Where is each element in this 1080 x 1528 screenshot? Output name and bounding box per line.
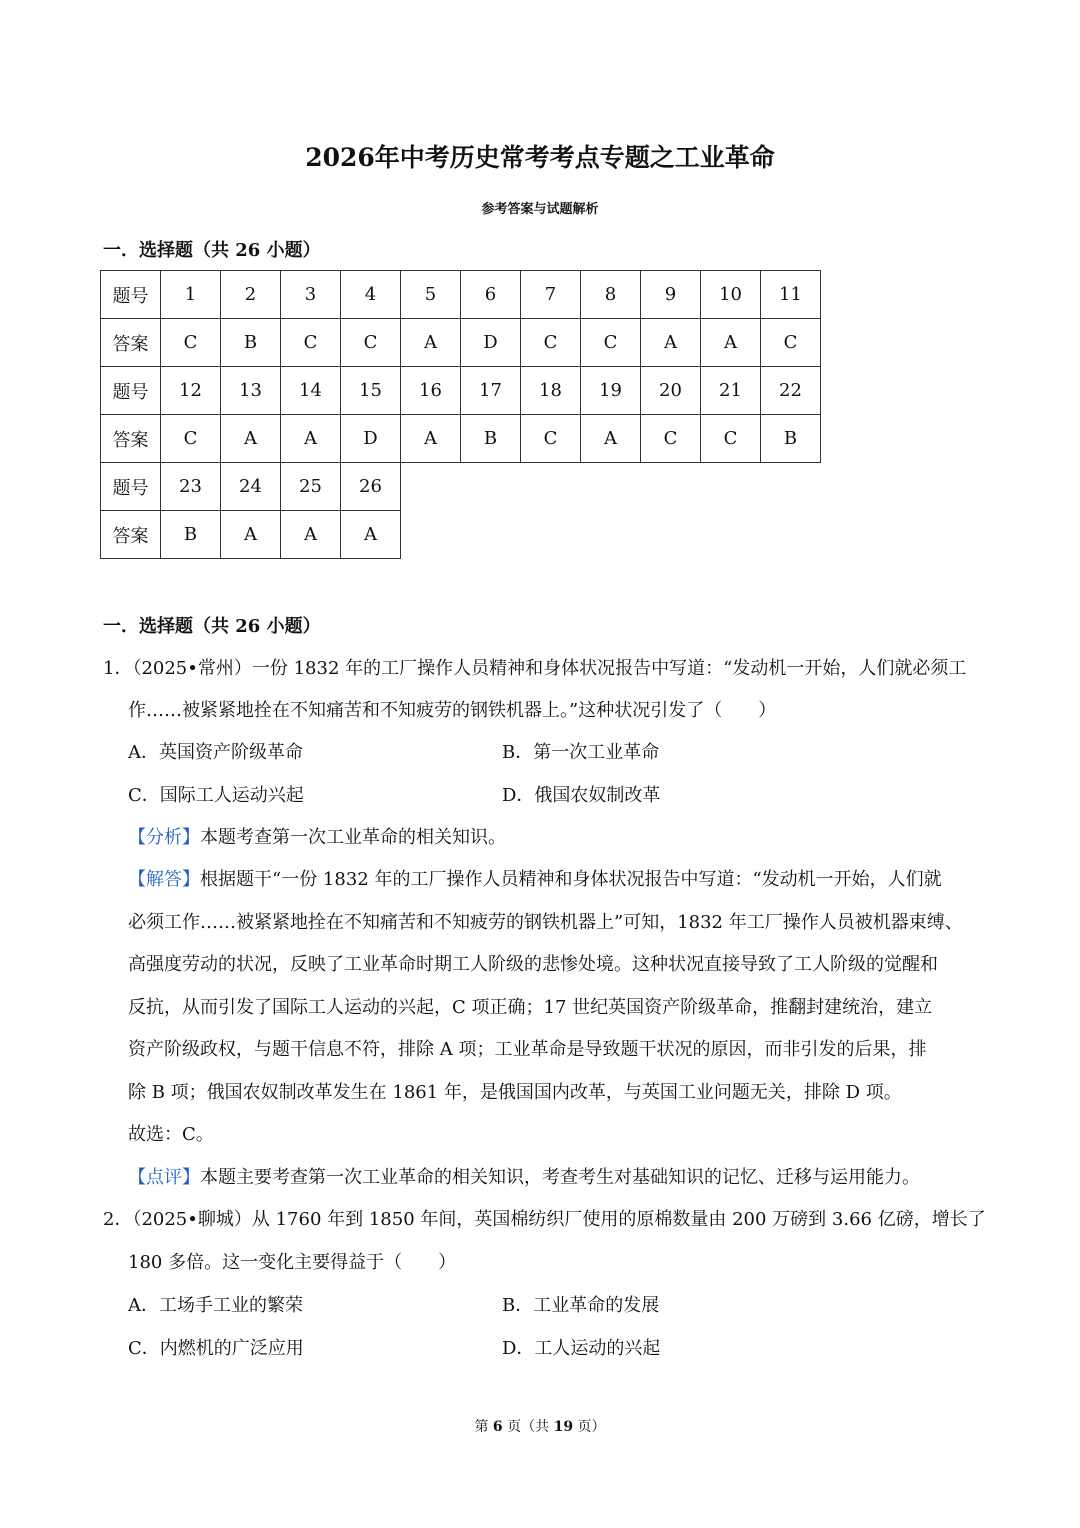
answer-cell: C [281, 319, 341, 367]
number-row [101, 463, 821, 511]
question-1-stem-line: 1．（2025•常州）一份 1832 年的工厂操作人员精神和身体状况报告中写道：“发动机一开始，人们就必须工 [103, 658, 967, 679]
question-number-cell: 1 [161, 271, 221, 319]
answer-row [101, 319, 821, 367]
document-title: 2026年中考历史常考考点专题之工业革命 [305, 143, 775, 172]
question-number-cell: 26 [341, 463, 401, 511]
answer-cell: A [401, 415, 461, 463]
answer-cell: C [761, 319, 821, 367]
answer-cell: A [221, 415, 281, 463]
answer-cell: A [641, 319, 701, 367]
answer-cell: C [641, 415, 701, 463]
analysis-tag: 【分析】 [128, 827, 200, 848]
question-1-solution-line: 资产阶级政权，与题干信息不符，排除 A 项；工业革命是导致题干状况的原因，而非引发的后果，排 [128, 1039, 927, 1060]
answer-row-label: 答案 [101, 415, 161, 463]
empty-cell [701, 511, 761, 559]
question-1-option-d: D．俄国农奴制改革 [502, 785, 661, 806]
question-number-cell: 9 [641, 271, 701, 319]
empty-cell [641, 463, 701, 511]
empty-cell [581, 511, 641, 559]
question-1-option-c: C．国际工人运动兴起 [128, 785, 304, 806]
empty-cell [401, 463, 461, 511]
section-heading: 一．选择题（共 26 小题） [103, 240, 321, 261]
empty-cell [761, 511, 821, 559]
question-number-cell: 22 [761, 367, 821, 415]
question-2-stem-line: 2．（2025•聊城）从 1760 年到 1850 年间，英国棉纺织厂使用的原棉数量由 200 万磅到 3.66 亿磅，增长了 [103, 1209, 986, 1230]
answer-row [101, 511, 821, 559]
question-number-cell: 20 [641, 367, 701, 415]
answer-row-label: 答案 [101, 319, 161, 367]
question-1-solution-line: 高强度劳动的状况，反映了工业革命时期工人阶级的悲惨处境。这种状况直接导致了工人阶级的觉醒和 [128, 954, 938, 975]
solution-text: 根据题干“一份 1832 年的工厂操作人员精神和身体状况报告中写道：“发动机一开始，人们就 [200, 869, 942, 890]
empty-cell [581, 463, 641, 511]
question-1-option-a: A．英国资产阶级革命 [128, 742, 303, 763]
comment-tag: 【点评】 [128, 1167, 200, 1188]
question-number-cell: 7 [521, 271, 581, 319]
question-1-solution-line: 除 B 项；俄国农奴制改革发生在 1861 年，是俄国国内改革，与英国工业问题无关，排除 D 项。 [128, 1082, 902, 1103]
comment-text: 本题主要考查第一次工业革命的相关知识，考查考生对基础知识的记忆、迁移与运用能力。 [200, 1167, 920, 1188]
question-1-analysis [128, 825, 506, 851]
page-footer [0, 1416, 1080, 1436]
question-number-cell: 8 [581, 271, 641, 319]
question-1-solution-line [128, 867, 942, 893]
question-2-option-c: C．内燃机的广泛应用 [128, 1338, 304, 1359]
question-number-cell: 11 [761, 271, 821, 319]
solution-tag: 【解答】 [128, 869, 200, 890]
footer-suffix: 页） [573, 1419, 606, 1435]
question-1-choice: 故选：C。 [128, 1124, 214, 1145]
question-1-option-b: B．第一次工业革命 [502, 742, 660, 763]
question-number-cell: 23 [161, 463, 221, 511]
question-number-cell: 4 [341, 271, 401, 319]
answer-cell: C [581, 319, 641, 367]
footer-page-number: 6 [492, 1419, 503, 1435]
footer-total-pages: 19 [553, 1419, 574, 1435]
number-row [101, 271, 821, 319]
question-number-cell: 18 [521, 367, 581, 415]
empty-cell [461, 511, 521, 559]
empty-cell [401, 511, 461, 559]
question-number-cell: 14 [281, 367, 341, 415]
question-number-cell: 19 [581, 367, 641, 415]
section-heading: 一．选择题（共 26 小题） [103, 616, 321, 637]
answer-cell: C [521, 415, 581, 463]
footer-prefix: 第 [474, 1419, 493, 1435]
answer-cell: A [401, 319, 461, 367]
question-number-cell: 24 [221, 463, 281, 511]
answer-cell: D [341, 415, 401, 463]
answer-cell: C [161, 319, 221, 367]
answer-cell: A [581, 415, 641, 463]
number-row-label: 题号 [101, 367, 161, 415]
empty-cell [521, 463, 581, 511]
answer-cell: B [461, 415, 521, 463]
answer-row-label: 答案 [101, 511, 161, 559]
question-1-solution-line: 必须工作……被紧紧地拴在不知痛苦和不知疲劳的钢铁机器上”可知，1832 年工厂操作人员被机器束缚、 [128, 912, 963, 933]
question-1-comment [128, 1165, 920, 1191]
question-number-cell: 21 [701, 367, 761, 415]
question-number-cell: 17 [461, 367, 521, 415]
answer-cell: A [341, 511, 401, 559]
answer-cell: D [461, 319, 521, 367]
number-row-label: 题号 [101, 463, 161, 511]
answer-cell: C [521, 319, 581, 367]
document-subtitle: 参考答案与试题解析 [481, 202, 599, 217]
question-number-cell: 13 [221, 367, 281, 415]
answer-cell: C [161, 415, 221, 463]
question-number-cell: 6 [461, 271, 521, 319]
question-2-stem-line: 180 多倍。这一变化主要得益于（ ） [128, 1252, 457, 1273]
answer-cell: B [761, 415, 821, 463]
question-2-option-b: B．工业革命的发展 [502, 1295, 660, 1316]
answer-cell: A [701, 319, 761, 367]
answer-cell: C [341, 319, 401, 367]
question-1-solution-line: 反抗，从而引发了国际工人运动的兴起，C 项正确；17 世纪英国资产阶级革命，推翻封建统治，建立 [128, 997, 933, 1018]
question-number-cell: 12 [161, 367, 221, 415]
question-number-cell: 2 [221, 271, 281, 319]
empty-cell [761, 463, 821, 511]
answer-cell: C [701, 415, 761, 463]
answer-row [101, 415, 821, 463]
empty-cell [461, 463, 521, 511]
answer-cell: A [281, 415, 341, 463]
number-row-label: 题号 [101, 271, 161, 319]
question-number-cell: 10 [701, 271, 761, 319]
empty-cell [641, 511, 701, 559]
empty-cell [701, 463, 761, 511]
question-2-option-d: D．工人运动的兴起 [502, 1338, 661, 1359]
footer-middle: 页（共 [502, 1419, 554, 1435]
answer-cell: A [221, 511, 281, 559]
answer-cell: A [281, 511, 341, 559]
question-number-cell: 25 [281, 463, 341, 511]
question-number-cell: 16 [401, 367, 461, 415]
question-1-stem-line: 作……被紧紧地拴在不知痛苦和不知疲劳的钢铁机器上。”这种状况引发了（ ） [128, 700, 777, 721]
question-number-cell: 3 [281, 271, 341, 319]
empty-cell [521, 511, 581, 559]
number-row [101, 367, 821, 415]
answer-cell: B [221, 319, 281, 367]
analysis-text: 本题考查第一次工业革命的相关知识。 [200, 827, 506, 848]
question-number-cell: 5 [401, 271, 461, 319]
answer-table [100, 270, 821, 559]
answer-cell: B [161, 511, 221, 559]
question-2-option-a: A．工场手工业的繁荣 [128, 1295, 303, 1316]
question-number-cell: 15 [341, 367, 401, 415]
